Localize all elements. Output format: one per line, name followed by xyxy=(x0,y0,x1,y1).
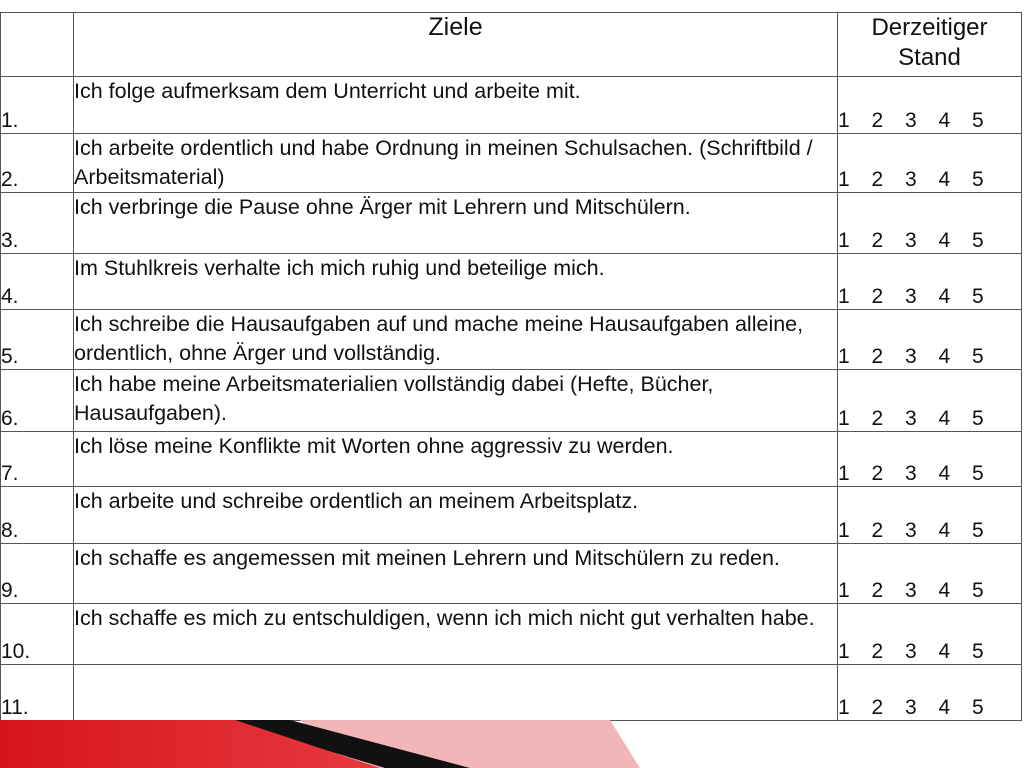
row-rating-scale xyxy=(838,254,1022,310)
rating-option-5: 5 xyxy=(972,407,984,430)
rating-option-3: 3 xyxy=(905,640,917,663)
rating-option-3: 3 xyxy=(905,579,917,602)
rating-option-3: 3 xyxy=(905,519,917,542)
rating-option-5: 5 xyxy=(972,519,984,542)
row-goal-text: Ich schaffe es angemessen mit meinen Lehrern und Mitschülern zu reden. xyxy=(74,544,838,604)
rating-option-4: 4 xyxy=(938,519,951,542)
header-rating-cell xyxy=(838,13,1022,77)
rating-option-4: 4 xyxy=(938,109,951,132)
rating-option-3: 3 xyxy=(905,696,917,719)
rating-option-3: 3 xyxy=(905,407,917,430)
header-number-cell xyxy=(1,13,74,77)
table-row xyxy=(1,370,1022,432)
rating-option-3: 3 xyxy=(905,109,917,132)
goals-table xyxy=(0,12,1022,721)
row-rating-scale xyxy=(838,665,1022,721)
rating-option-2: 2 xyxy=(871,285,884,308)
rating-option-2: 2 xyxy=(871,407,884,430)
rating-option-3: 3 xyxy=(905,168,917,191)
table-row xyxy=(1,77,1022,134)
table-row xyxy=(1,544,1022,604)
row-rating-scale xyxy=(838,193,1022,254)
rating-option-4: 4 xyxy=(938,345,951,368)
rating-option-4: 4 xyxy=(938,285,951,308)
rating-option-5: 5 xyxy=(972,168,984,191)
rating-option-5: 5 xyxy=(972,345,984,368)
rating-option-5: 5 xyxy=(972,229,984,252)
rating-option-3: 3 xyxy=(905,345,917,368)
row-goal-text: Im Stuhlkreis verhalte ich mich ruhig und beteilige mich. xyxy=(74,254,838,310)
row-number: 3. xyxy=(1,193,74,254)
rating-option-4: 4 xyxy=(938,168,951,191)
row-rating-scale xyxy=(838,487,1022,544)
header-rating-label-line1: Derzeitiger xyxy=(871,14,988,41)
rating-option-4: 4 xyxy=(938,229,951,252)
footer-decoration xyxy=(0,720,1024,768)
rating-option-2: 2 xyxy=(871,579,884,602)
rating-option-4: 4 xyxy=(938,579,951,602)
rating-option-2: 2 xyxy=(871,345,884,368)
header-goals-label: Ziele xyxy=(428,13,483,41)
rating-option-5: 5 xyxy=(972,285,984,308)
rating-option-5: 5 xyxy=(972,579,984,602)
rating-option-5: 5 xyxy=(972,109,984,132)
row-goal-text: Ich schreibe die Hausaufgaben auf und mache meine Hausaufgaben alleine, ordentlich, ohne Ärger und vollständig. xyxy=(74,310,838,370)
row-rating-scale xyxy=(838,432,1022,487)
row-number: 4. xyxy=(1,254,74,310)
row-number: 10. xyxy=(1,604,74,665)
table-header-row xyxy=(1,13,1022,77)
row-number: 6. xyxy=(1,370,74,432)
table-row xyxy=(1,487,1022,544)
rating-option-1: 1 xyxy=(838,696,850,719)
rating-option-1: 1 xyxy=(838,579,850,602)
row-number: 7. xyxy=(1,432,74,487)
rating-option-2: 2 xyxy=(871,696,884,719)
rating-option-1: 1 xyxy=(838,462,850,485)
table-row xyxy=(1,193,1022,254)
row-number: 9. xyxy=(1,544,74,604)
rating-option-5: 5 xyxy=(972,462,984,485)
rating-option-4: 4 xyxy=(938,407,951,430)
row-rating-scale xyxy=(838,77,1022,134)
table-row xyxy=(1,665,1022,721)
table-row xyxy=(1,254,1022,310)
rating-option-2: 2 xyxy=(871,229,884,252)
rating-option-2: 2 xyxy=(871,519,884,542)
table-row xyxy=(1,604,1022,665)
rating-option-1: 1 xyxy=(838,229,850,252)
row-goal-text: Ich verbringe die Pause ohne Ärger mit Lehrern und Mitschülern. xyxy=(74,193,838,254)
row-number: 5. xyxy=(1,310,74,370)
rating-option-2: 2 xyxy=(871,168,884,191)
rating-option-2: 2 xyxy=(871,640,884,663)
rating-option-3: 3 xyxy=(905,285,917,308)
header-rating-label-line2: Stand xyxy=(898,44,961,71)
table-row xyxy=(1,432,1022,487)
row-number: 8. xyxy=(1,487,74,544)
row-goal-text: Ich schaffe es mich zu entschuldigen, wenn ich mich nicht gut verhalten habe. xyxy=(74,604,838,665)
row-rating-scale xyxy=(838,134,1022,193)
rating-option-1: 1 xyxy=(838,519,850,542)
rating-option-3: 3 xyxy=(905,462,917,485)
row-rating-scale xyxy=(838,310,1022,370)
row-number: 1. xyxy=(1,77,74,134)
table-row xyxy=(1,134,1022,193)
row-rating-scale xyxy=(838,544,1022,604)
rating-option-1: 1 xyxy=(838,285,850,308)
goals-table-body xyxy=(1,77,1022,721)
row-rating-scale xyxy=(838,604,1022,665)
row-number: 11. xyxy=(1,665,74,721)
rating-option-4: 4 xyxy=(938,640,951,663)
row-rating-scale xyxy=(838,370,1022,432)
row-number: 2. xyxy=(1,134,74,193)
rating-option-2: 2 xyxy=(871,462,884,485)
row-goal-text: Ich habe meine Arbeitsmaterialien vollständig dabei (Hefte, Bücher, Hausaufgaben). xyxy=(74,370,838,432)
rating-option-4: 4 xyxy=(938,462,951,485)
rating-option-1: 1 xyxy=(838,109,850,132)
row-goal-text: Ich arbeite und schreibe ordentlich an meinem Arbeitsplatz. xyxy=(74,487,838,544)
rating-option-1: 1 xyxy=(838,345,850,368)
rating-option-2: 2 xyxy=(871,109,884,132)
table-row xyxy=(1,310,1022,370)
rating-option-4: 4 xyxy=(938,696,951,719)
header-goals-cell xyxy=(74,13,838,77)
row-goal-text: Ich arbeite ordentlich und habe Ordnung in meinen Schulsachen. (Schriftbild / Arbeitsmaterial) xyxy=(74,134,838,193)
rating-option-1: 1 xyxy=(838,168,850,191)
row-goal-text xyxy=(74,665,838,721)
rating-option-3: 3 xyxy=(905,229,917,252)
rating-option-1: 1 xyxy=(838,640,850,663)
row-goal-text: Ich folge aufmerksam dem Unterricht und arbeite mit. xyxy=(74,77,838,134)
rating-option-5: 5 xyxy=(972,696,984,719)
rating-option-5: 5 xyxy=(972,640,984,663)
row-goal-text: Ich löse meine Konflikte mit Worten ohne aggressiv zu werden. xyxy=(74,432,838,487)
rating-option-1: 1 xyxy=(838,407,850,430)
